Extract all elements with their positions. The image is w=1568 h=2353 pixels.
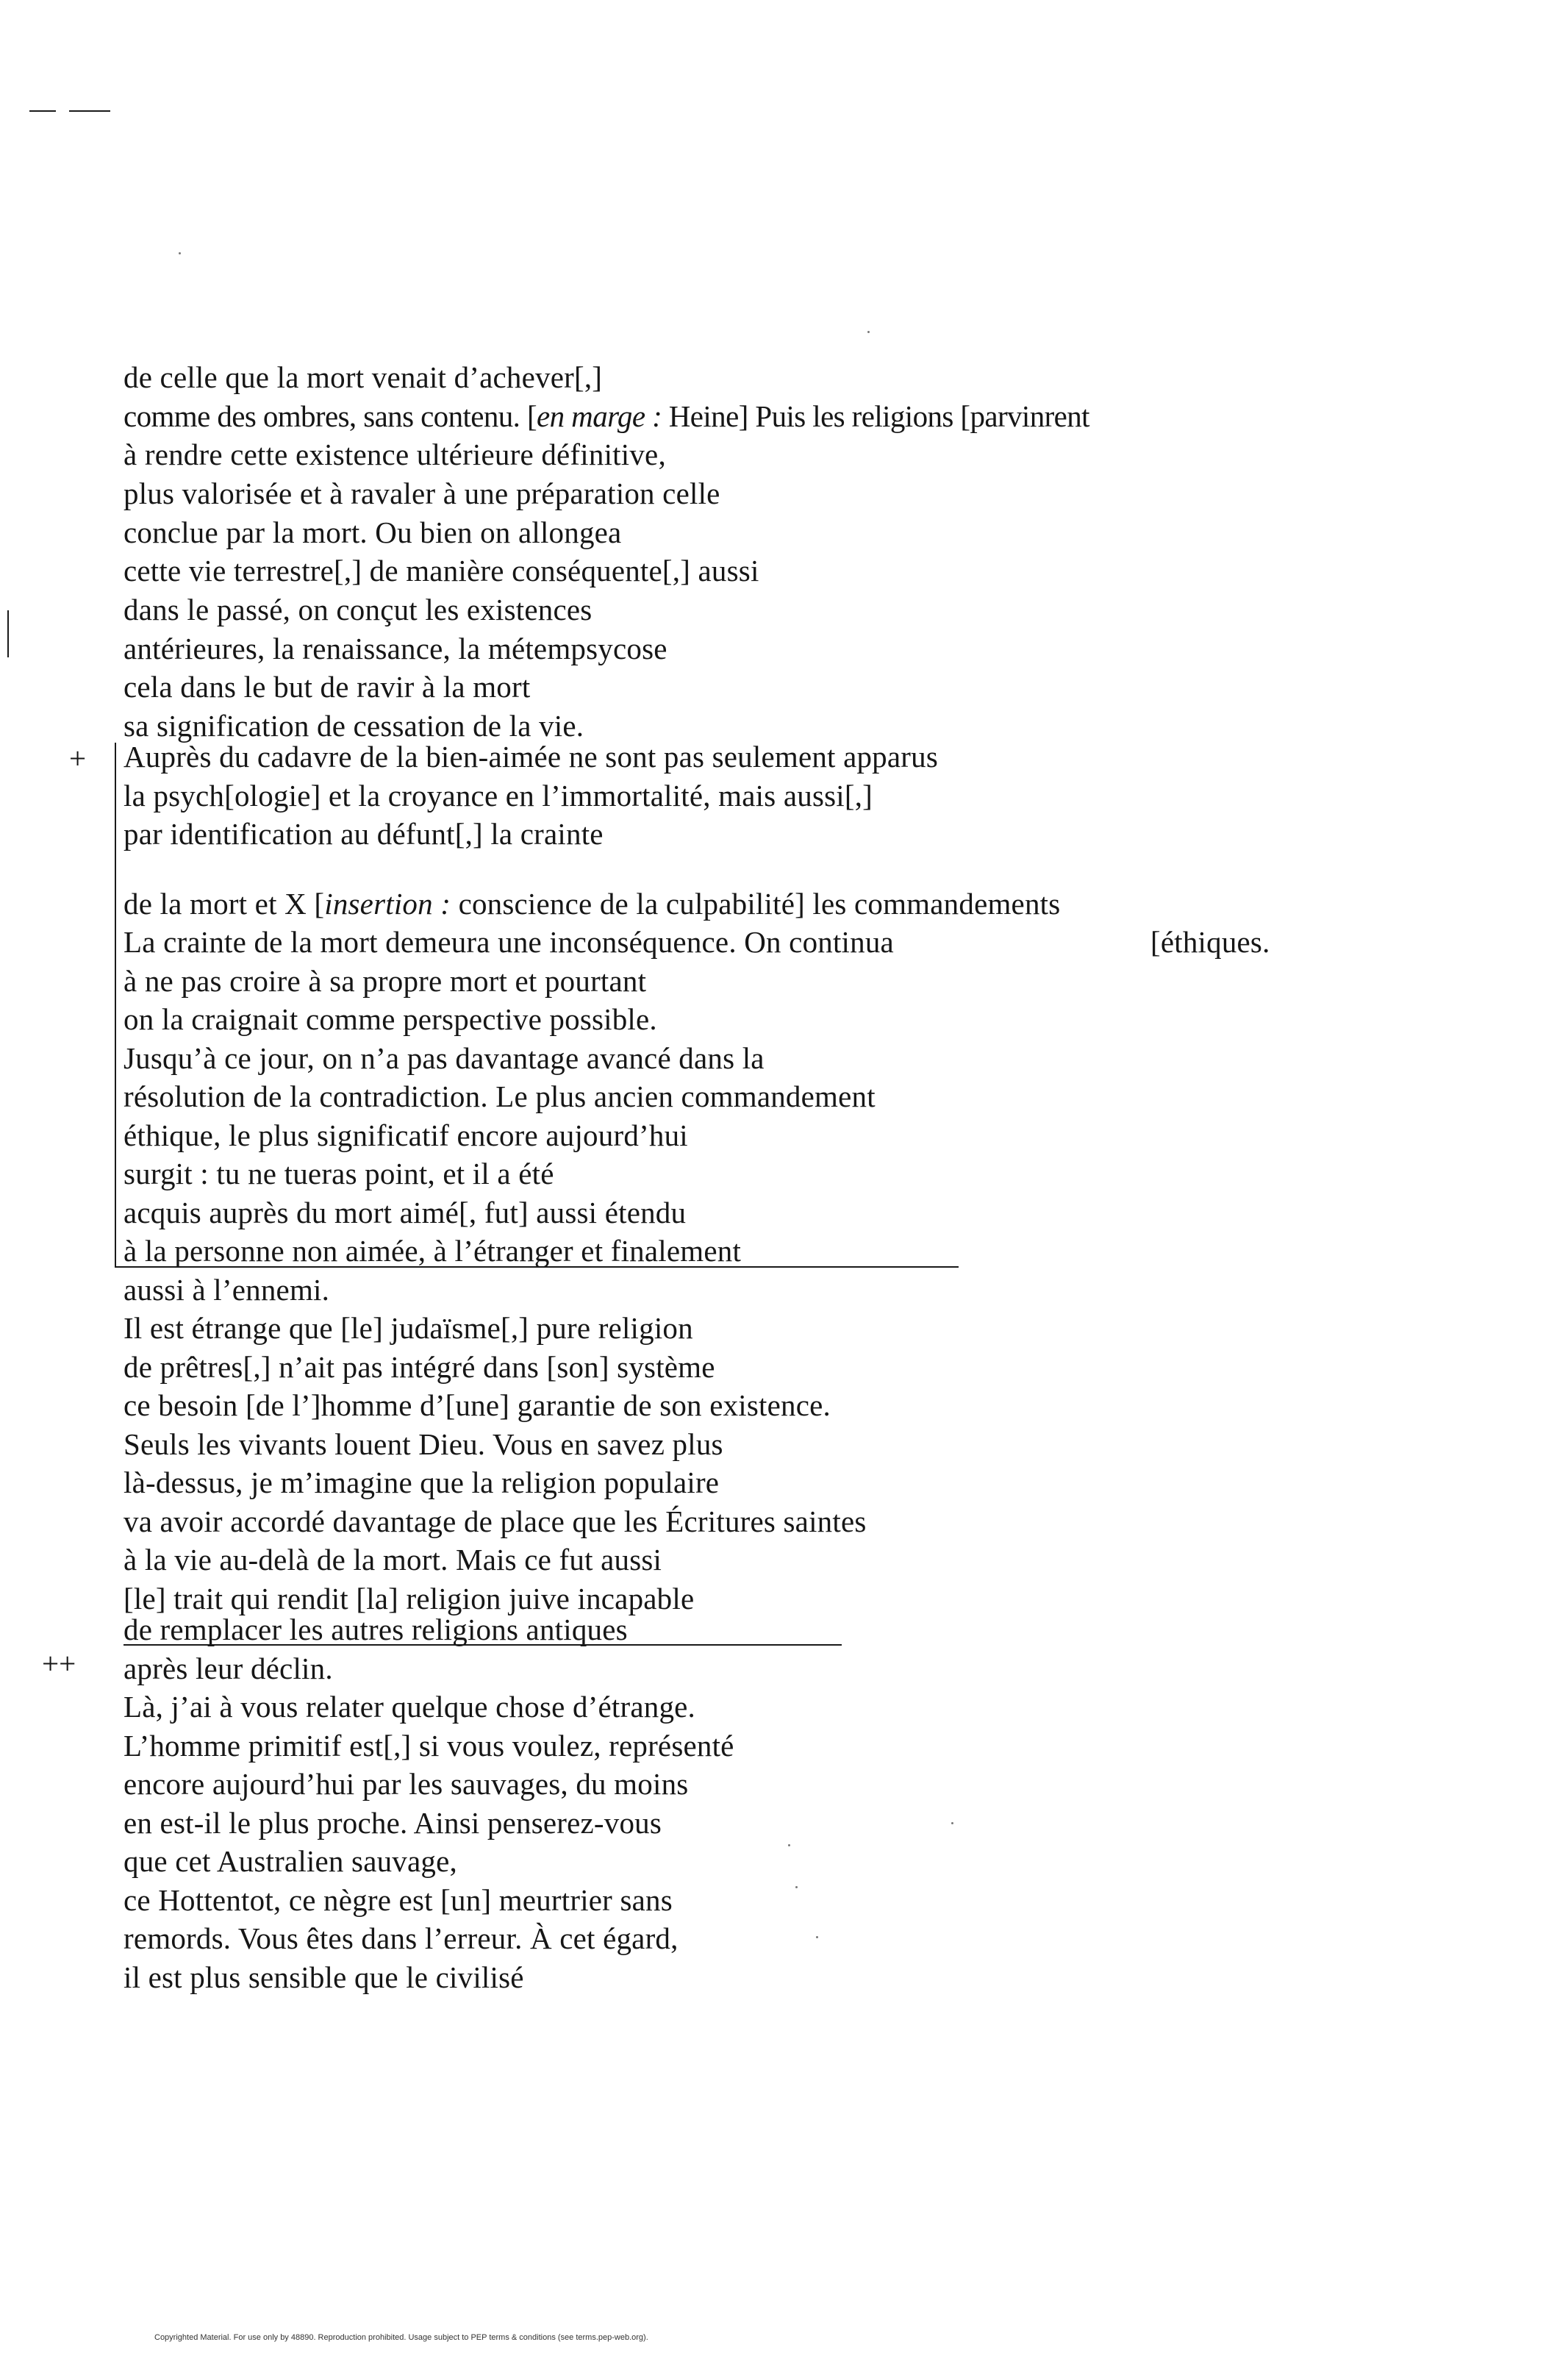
text-line: à la personne non aimée, à l’étranger et finalement [123,1234,742,1268]
plus-marker: + [69,741,87,775]
text-line: La crainte de la mort demeura une inconséquence. On continua [123,925,894,959]
copyright-footer: Copyrighted Material. For use only by 48890. Reproduction prohibited. Usage subject to PEP terms & conditions (see terms.pep-web.org). [154,2333,648,2342]
crop-mark-left [29,110,56,112]
text-line: de celle que la mort venait d’achever[,] [123,360,603,394]
text-line: [le] trait qui rendit [la] religion juive incapable [123,1582,695,1615]
scan-speck [179,252,181,254]
scan-speck [795,1886,798,1888]
text-line: remords. Vous êtes dans l’erreur. À cet égard, [123,1921,679,1955]
margin-stroke [7,610,9,657]
text-line: cela dans le but de ravir à la mort [123,670,531,704]
text-line: dans le passé, on conçut les existences [123,593,593,626]
text-line: par identification au défunt[,] la crainte [123,817,604,851]
editorial-note: insertion : [324,887,451,921]
text-line: acquis auprès du mort aimé[, fut] aussi étendu [123,1196,687,1229]
text-line: là-dessus, je m’imagine que la religion populaire [123,1465,720,1499]
text-line: encore aujourd’hui par les sauvages, du moins [123,1767,689,1801]
text-line: à ne pas croire à sa propre mort et pourtant [123,964,647,998]
text-line: résolution de la contradiction. Le plus ancien commandement [123,1079,876,1113]
text-line: ce Hottentot, ce nègre est [un] meurtrier sans [123,1883,673,1917]
text-line: comme des ombres, sans contenu. [en marge : Heine] Puis les religions [parvinrent [123,399,1089,433]
margin-bracket [115,743,116,1266]
text-line: il est plus sensible que le civilisé [123,1960,524,1994]
crop-mark-right [69,110,110,112]
text-line: de remplacer les autres religions antiques [123,1613,628,1646]
text-line: L’homme primitif est[,] si vous voulez, représenté [123,1729,734,1763]
text-line: cette vie terrestre[,] de manière conséquente[,] aussi [123,554,759,588]
text-line: va avoir accordé davantage de place que les Écritures saintes [123,1504,867,1538]
text-line: aussi à l’ennemi. [123,1273,330,1307]
text-line: sa signification de cessation de la vie. [123,709,584,743]
text-line: surgit : tu ne tueras point, et il a été [123,1157,554,1190]
text-line: Là, j’ai à vous relater quelque chose d’étrange. [123,1690,695,1724]
scan-speck [788,1844,790,1846]
text-line: à rendre cette existence ultérieure définitive, [123,438,666,471]
text-line: à la vie au-delà de la mort. Mais ce fut aussi [123,1543,662,1577]
text-line: antérieures, la renaissance, la métempsycose [123,632,667,665]
text-line: Auprès du cadavre de la bien-aimée ne sont pas seulement apparus [123,740,938,774]
text-line: la psych[ologie] et la croyance en l’immortalité, mais aussi[,] [123,779,873,813]
text-line: conclue par la mort. Ou bien on allongea [123,515,622,549]
text-line: de la mort et X [insertion : conscience de la culpabilité] les commandements [123,887,1061,921]
double-plus-marker: ++ [42,1646,76,1680]
text-line: Il est étrange que [le] judaïsme[,] pure religion [123,1311,693,1345]
text-line: on la craignait comme perspective possible. [123,1002,657,1036]
scan-speck [867,331,870,333]
text-line: plus valorisée et à ravaler à une préparation celle [123,476,720,510]
text-line: en est-il le plus proche. Ainsi penserez-vous [123,1806,662,1840]
text-line: que cet Australien sauvage, [123,1844,457,1878]
editorial-note: en marge : [537,399,662,433]
ethiques-word: [éthiques. [1150,925,1270,959]
text-line: Seuls les vivants louent Dieu. Vous en savez plus [123,1427,723,1461]
text-line: ce besoin [de l’]homme d’[une] garantie de son existence. [123,1388,831,1422]
scan-speck [951,1822,953,1824]
scan-speck [816,1936,818,1938]
text-line: éthique, le plus significatif encore aujourd’hui [123,1118,688,1152]
text-line: Jusqu’à ce jour, on n’a pas davantage avancé dans la [123,1041,765,1075]
text-line: de prêtres[,] n’ait pas intégré dans [son] système [123,1350,715,1384]
text-line: après leur déclin. [123,1652,333,1685]
